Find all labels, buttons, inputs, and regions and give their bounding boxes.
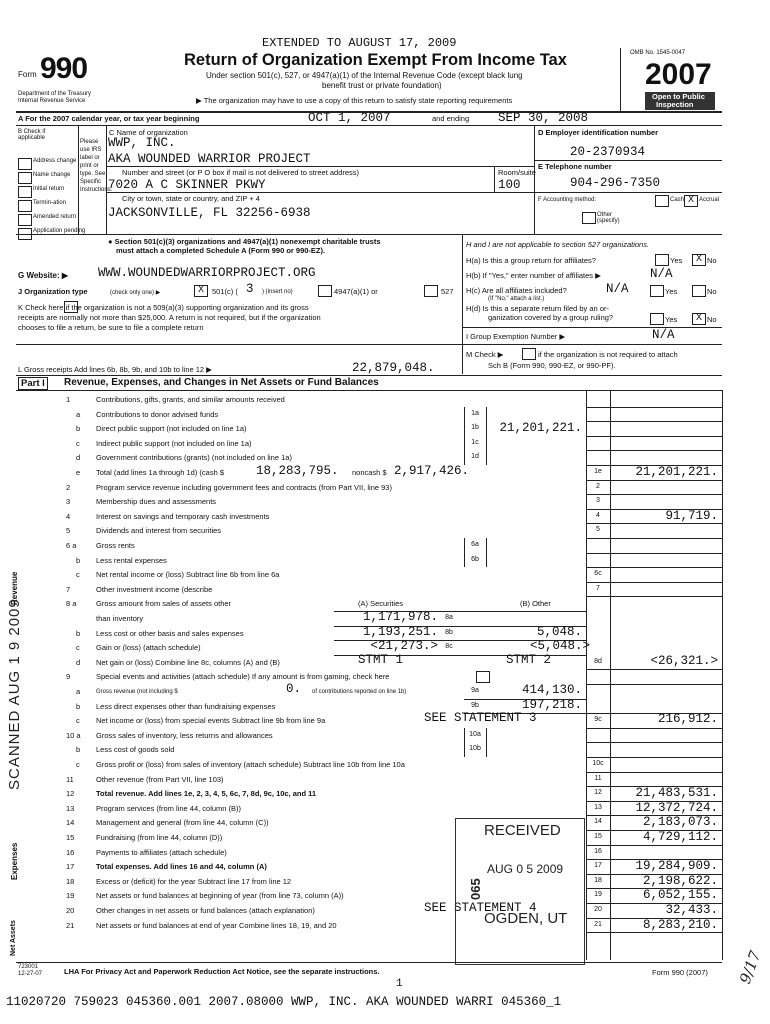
org-type-label: J Organization type bbox=[18, 287, 88, 296]
check-initial-return: Initial return bbox=[33, 186, 65, 192]
bottom-control-line: 11020720 759023 045360.001 2007.08000 WWP, INC. AKA WOUNDED WARRI 045360_1 bbox=[6, 995, 562, 1009]
line-number: 6 a bbox=[66, 541, 77, 550]
inner-line-box: 1c bbox=[471, 438, 479, 446]
inner-line-box: 8b bbox=[445, 628, 453, 636]
line-text: Interest on savings and temporary cash investments bbox=[96, 511, 270, 521]
line-number: 12 bbox=[66, 789, 75, 799]
cash-amount: 18,283,795. bbox=[256, 464, 339, 478]
line-text: Less cost of goods sold bbox=[96, 745, 175, 755]
line-k-text-3: chooses to file a return, be sure to file a complete return bbox=[18, 323, 204, 332]
ha-yes-label: Yes bbox=[670, 256, 683, 265]
stamp-code: 065 bbox=[468, 878, 483, 900]
other-method-checkbox[interactable] bbox=[582, 212, 596, 224]
website-label: G Website: ▶ bbox=[18, 271, 69, 280]
side-label-expenses: Expenses bbox=[10, 842, 19, 880]
line-number: b bbox=[76, 424, 81, 434]
h-title: H and I are not applicable to section 527 organizations. bbox=[466, 240, 650, 249]
line-text: Net assets or fund balances at end of year Combine lines 18, 19, and 20 bbox=[96, 920, 337, 930]
line-amount: 6,052,155. bbox=[642, 888, 718, 903]
line-number: e bbox=[76, 468, 81, 477]
inspection: Inspection bbox=[656, 100, 694, 109]
line-number: 18 bbox=[66, 876, 75, 886]
form-subtitle-2: benefit trust or private foundation) bbox=[322, 81, 442, 90]
statement-ref: SEE STATEMENT 3 bbox=[424, 711, 537, 726]
line-text: Gross profit or (loss) from sales of inventory (attach schedule) Subtract line 10b from line 10a bbox=[96, 760, 405, 769]
line-m-text-2: Sch B (Form 990, 990-EZ, or 990-PF). bbox=[488, 361, 616, 370]
line-number: 9 bbox=[66, 672, 71, 682]
cash-label: Cash bbox=[670, 197, 685, 203]
line-number: 2 bbox=[66, 482, 71, 492]
org-name-line1: WWP, INC. bbox=[108, 136, 176, 150]
h-c-label: H(c) Are all affiliates included? bbox=[466, 286, 567, 295]
noncash-amount: 2,917,426. bbox=[394, 464, 470, 478]
phone-value: 904-296-7350 bbox=[570, 176, 661, 190]
line-number-box: 20 bbox=[594, 906, 602, 913]
line-text: Gain or (loss) (attach schedule) bbox=[96, 643, 201, 653]
h-a-label: H(a) Is this a group return for affiliates? bbox=[466, 256, 596, 265]
page-number: 1 bbox=[396, 978, 403, 990]
line-9a-amount: 414,130. bbox=[521, 683, 582, 697]
side-label-net-assets: Net Assets bbox=[10, 920, 17, 956]
527-checkbox[interactable] bbox=[424, 285, 438, 297]
accrual-checkbox[interactable]: X bbox=[684, 195, 698, 207]
line-number-box: 18 bbox=[594, 876, 602, 884]
line-text: Total expenses. Add lines 16 and 44, column (A) bbox=[96, 862, 267, 872]
open-to-public: Open to Public bbox=[652, 92, 705, 101]
line-number-box: 16 bbox=[594, 847, 602, 855]
ogden-stamp: OGDEN, UT bbox=[484, 910, 568, 927]
amended-return-checkbox[interactable] bbox=[18, 214, 32, 226]
line-text: Other changes in net assets or fund balances (attach explanation) bbox=[96, 906, 315, 915]
inner-line-box: 6b bbox=[471, 555, 479, 563]
line-text: Net rental income or (loss) Subtract line 6b from line 6a bbox=[96, 570, 280, 580]
form-note: ▶ The organization may have to use a copy of this return to satisfy state reporting requirements bbox=[196, 96, 513, 105]
footer-code-1: 723001 bbox=[18, 964, 39, 970]
line-text: Total revenue. Add lines 1e, 2, 3, 4, 5, 6c, 7, 8d, 9c, 10c, and 11 bbox=[96, 789, 317, 799]
initial-return-checkbox[interactable] bbox=[18, 186, 32, 198]
ha-no-label: No bbox=[707, 256, 717, 265]
line-number: 21 bbox=[66, 920, 75, 930]
line-number: a bbox=[76, 687, 81, 696]
line-number-box: 17 bbox=[594, 862, 602, 870]
line-9c-amount: 216,912. bbox=[657, 712, 718, 727]
room-label: Room/suite bbox=[498, 168, 536, 177]
termination-checkbox[interactable] bbox=[18, 200, 32, 212]
check-address-change: Address change bbox=[33, 158, 77, 164]
line-k-text-1: K Check here if the organization is not a 509(a)(3) supporting organization and its gross bbox=[18, 303, 309, 312]
line-text: Other revenue (from Part VII, line 103) bbox=[96, 774, 224, 784]
line-number: c bbox=[76, 438, 80, 448]
org-name-line2: AKA WOUNDED WARRIOR PROJECT bbox=[108, 152, 311, 166]
line-number-box: 6c bbox=[594, 570, 602, 578]
line-text: Net income or (loss) from special events Subtract line 9b from line 9a bbox=[96, 716, 326, 726]
street-address: 7020 A C SKINNER PKWY bbox=[108, 178, 266, 192]
line-8c-other: <5,048.> bbox=[529, 639, 590, 654]
website-value: WWW.WOUNDEDWARRIORPROJECT.ORG bbox=[98, 266, 316, 280]
line-text: Contributions to donor advised funds bbox=[96, 409, 219, 419]
statement-ref: STMT 2 bbox=[506, 652, 552, 667]
line-text: Less rental expenses bbox=[96, 555, 167, 565]
line-number: 13 bbox=[66, 803, 75, 813]
line-amount: 8,283,210. bbox=[642, 917, 718, 932]
h-d-label-2: ganization covered by a group ruling? bbox=[488, 313, 614, 322]
group-exemption-value: N/A bbox=[652, 328, 675, 342]
tax-year-begin: OCT 1, 2007 bbox=[308, 111, 391, 125]
name-change-checkbox[interactable] bbox=[18, 172, 32, 184]
statement-ref: STMT 1 bbox=[358, 652, 404, 667]
received-stamp: RECEIVED bbox=[484, 822, 561, 839]
line-number-box: 4 bbox=[596, 511, 600, 519]
line-number: 1 bbox=[66, 395, 71, 404]
line-8a-amount: 1,171,978. bbox=[362, 610, 438, 624]
received-date: AUG 0 5 2009 bbox=[487, 862, 564, 876]
line-8b-other: 5,048. bbox=[536, 624, 582, 639]
line-number-box: 15 bbox=[594, 833, 602, 840]
accounting-method-label: F Accounting method: bbox=[538, 197, 597, 203]
city-state-zip: JACKSONVILLE, FL 32256-6938 bbox=[108, 206, 311, 220]
line-9a-included: 0. bbox=[286, 682, 302, 696]
inner-line-box: 10b bbox=[469, 745, 481, 753]
line-text: Government contributions (grants) (not included on line 1a) bbox=[96, 453, 292, 463]
line-text: Direct public support (not included on line 1a) bbox=[96, 424, 247, 434]
insert-no: ) (insert no) bbox=[262, 289, 293, 295]
ha-no-checkbox[interactable]: X bbox=[692, 254, 706, 266]
line-text: Less cost or other basis and sales expenses bbox=[96, 628, 244, 638]
please-use-irs-label: Please use IRS label or print or type. See Specific Instructions. bbox=[80, 139, 113, 193]
line-m-checkbox[interactable] bbox=[522, 348, 536, 360]
form-number: 990 bbox=[40, 52, 88, 85]
line-amount: 19,284,909. bbox=[635, 859, 718, 874]
line-number: 17 bbox=[66, 862, 75, 872]
line-number-box: 5 bbox=[596, 526, 600, 534]
line-number: 19 bbox=[66, 891, 75, 901]
4947-label: 4947(a)(1) or bbox=[334, 287, 378, 296]
inner-line-box: 8c bbox=[445, 643, 453, 651]
line-number: 4 bbox=[66, 511, 71, 521]
check-application-pending: Application pending bbox=[33, 228, 86, 234]
other-method-label: Other (specify) bbox=[597, 212, 620, 224]
line-amount: 21,483,531. bbox=[635, 786, 718, 801]
inner-line-box: 1d bbox=[471, 453, 479, 461]
inner-amount: 21,201,221. bbox=[499, 421, 582, 436]
part-i-label: Part I bbox=[18, 377, 48, 390]
line-text: Gross amount from sales of assets other bbox=[96, 599, 232, 609]
line-text: Special events and activities (attach schedule) If any amount is from gaming, check here bbox=[96, 672, 390, 682]
group-exemption-label: I Group Exemption Number ▶ bbox=[466, 332, 566, 341]
line-number-box: 8d bbox=[594, 657, 602, 665]
noncash-label: noncash $ bbox=[352, 468, 387, 477]
gross-receipts-label: L Gross receipts Add lines 6b, 8b, 9b, and 10b to line 12 ▶ bbox=[18, 365, 212, 374]
line-text: Program services (from line 44, column (B)) bbox=[96, 803, 242, 813]
line-number: c bbox=[76, 716, 80, 726]
line-number: a bbox=[76, 409, 81, 419]
line-8b-amount: 1,193,251. bbox=[362, 624, 438, 639]
room-number: 100 bbox=[498, 178, 521, 192]
handwritten-note: 9/17 bbox=[736, 948, 765, 987]
line-number: d bbox=[76, 453, 81, 463]
line-number-box: 11 bbox=[594, 774, 602, 782]
line-text: Less direct expenses other than fundraising expenses bbox=[96, 701, 276, 711]
line-text: Contributions, gifts, grants, and similar amounts received bbox=[96, 395, 285, 404]
line-amount: 12,372,724. bbox=[635, 800, 718, 815]
tax-year: 2007 bbox=[645, 58, 712, 91]
line-text: Gross rents bbox=[96, 541, 135, 550]
line-m-label: M Check ▶ bbox=[466, 350, 504, 359]
inner-line-box: 6a bbox=[471, 541, 479, 548]
line-text: of contributions reported on line 1b) bbox=[312, 689, 407, 695]
line-number-box: 13 bbox=[594, 803, 602, 811]
check-termination: Termin-ation bbox=[33, 200, 67, 206]
line-number-box: 10c bbox=[592, 760, 604, 767]
form-subtitle-1: Under section 501(c), 527, or 4947(a)(1) of the Internal Revenue Code (except black lung bbox=[206, 71, 523, 80]
h-c-value: N/A bbox=[606, 282, 629, 296]
line-k-text-2: receipts are normally not more than $25,000. A return is not required, but if the organization bbox=[18, 313, 321, 322]
line-number: b bbox=[76, 555, 81, 565]
h-c-note: (If "No," attach a list.) bbox=[488, 296, 545, 302]
inner-line-box: 9a bbox=[471, 687, 479, 694]
dept-treasury: Department of the Treasury bbox=[18, 91, 92, 97]
hd-no-label: No bbox=[707, 315, 717, 324]
line-8d-amount: <26,321.> bbox=[650, 653, 718, 668]
form-title: Return of Organization Exempt From Income Tax bbox=[184, 51, 567, 69]
line-number-box: 21 bbox=[594, 920, 602, 928]
and-ending: and ending bbox=[432, 114, 470, 123]
phone-label: E Telephone number bbox=[538, 162, 612, 171]
527-label: 527 bbox=[441, 287, 454, 296]
line-number: 8 a bbox=[66, 599, 77, 609]
line-text: Dividends and interest from securities bbox=[96, 526, 222, 536]
line-number: c bbox=[76, 643, 80, 653]
hc-no-checkbox[interactable] bbox=[692, 285, 706, 297]
line-number: d bbox=[76, 657, 81, 667]
sec501-note-2: must attach a completed Schedule A (Form 990 or 990-EZ). bbox=[116, 246, 326, 255]
scanned-stamp: SCANNED AUG 1 9 2009 bbox=[6, 598, 23, 790]
line-number-box: 1e bbox=[594, 468, 602, 475]
501c-number: 3 bbox=[246, 282, 254, 296]
line-text: Gross revenue (not including $ bbox=[96, 689, 178, 695]
hd-no-checkbox[interactable]: X bbox=[692, 313, 706, 325]
501c-label: 501(c) ( bbox=[212, 287, 238, 296]
inner-line-box: 10a bbox=[469, 730, 481, 738]
lha-notice: LHA For Privacy Act and Paperwork Reduction Act Notice, see the separate instructions. bbox=[64, 967, 380, 976]
line-number: 3 bbox=[66, 497, 71, 507]
line-text: Program service revenue including government fees and contracts (from Part VII, line 93) bbox=[96, 482, 392, 492]
line-number-box: 3 bbox=[596, 497, 600, 505]
line-number-box: 12 bbox=[594, 789, 602, 797]
ein-label: D Employer identification number bbox=[538, 128, 659, 137]
dept-irs: Internal Revenue Service bbox=[18, 98, 86, 104]
line-text: Membership dues and assessments bbox=[96, 497, 217, 507]
form-label: Form bbox=[18, 70, 37, 79]
4947-checkbox[interactable] bbox=[318, 285, 332, 297]
line-number: 11 bbox=[66, 774, 74, 784]
side-label-revenue: Revenue bbox=[10, 571, 19, 605]
column-a-header: (A) Securities bbox=[358, 599, 404, 609]
line-m-text: if the organization is not required to attach bbox=[538, 350, 678, 359]
line-number: 7 bbox=[66, 584, 71, 594]
line-number-box: 7 bbox=[596, 584, 600, 592]
line-number-box: 9c bbox=[594, 716, 602, 724]
city-label: City or town, state or country, and ZIP + 4 bbox=[122, 194, 260, 203]
column-b-header: (B) Other bbox=[520, 599, 551, 609]
ha-yes-checkbox[interactable] bbox=[655, 254, 669, 266]
hc-yes-checkbox[interactable] bbox=[650, 285, 664, 297]
line-number: b bbox=[76, 701, 81, 711]
line-amount: 2,198,622. bbox=[642, 873, 718, 888]
line-8c-amount: <21,273.> bbox=[370, 639, 438, 654]
check-if-applicable: B Check if applicable bbox=[18, 129, 46, 141]
line-number: c bbox=[76, 570, 80, 580]
hd-yes-checkbox[interactable] bbox=[650, 313, 664, 325]
hd-yes-label: Yes bbox=[665, 315, 678, 324]
sec501-note: ● Section 501(c)(3) organizations and 4947(a)(1) nonexempt charitable trusts bbox=[108, 237, 381, 246]
statement-ref: SEE STATEMENT 4 bbox=[424, 901, 537, 915]
line-a-label: A For the 2007 calendar year, or tax year beginning bbox=[18, 114, 200, 123]
street-label: Number and street (or P O box if mail is not delivered to street address) bbox=[122, 168, 360, 177]
h-b-value: N/A bbox=[650, 267, 673, 281]
line-text: Fundraising (from line 44, column (D)) bbox=[96, 833, 223, 842]
omb-number: OMB No. 1545-0047 bbox=[630, 50, 686, 56]
footer-code-2: 12-27-07 bbox=[18, 971, 43, 977]
line-text: Gross sales of inventory, less returns and allowances bbox=[96, 730, 273, 740]
check-name-change: Name change bbox=[33, 172, 71, 178]
line-amount: 91,719. bbox=[665, 508, 718, 523]
h-b-label: H(b) If "Yes," enter number of affiliates ▶ bbox=[466, 271, 601, 280]
cash-checkbox[interactable] bbox=[655, 195, 669, 207]
line-text: Excess or (deficit) for the year Subtract line 17 from line 12 bbox=[96, 876, 292, 886]
line-amount: 4,729,112. bbox=[642, 830, 718, 844]
line-number: 14 bbox=[66, 818, 75, 828]
line-text: Total (add lines 1a through 1d) (cash $ bbox=[96, 468, 224, 477]
line-number: b bbox=[76, 745, 81, 755]
hc-no-label: No bbox=[707, 287, 717, 296]
line-text: Management and general (from line 44, column (C)) bbox=[96, 818, 269, 828]
line-amount: 21,201,221. bbox=[635, 465, 718, 479]
line-text: Net assets or fund balances at beginning of year (from line 73, column (A)) bbox=[96, 891, 344, 901]
line-number-box: 2 bbox=[596, 482, 600, 490]
line-amount: 2,183,073. bbox=[642, 815, 718, 830]
line-number-box: 14 bbox=[594, 818, 602, 826]
inner-line-box: 8a bbox=[445, 614, 453, 621]
line-text: Net gain or (loss) Combine line 8c, columns (A) and (B) bbox=[96, 657, 280, 667]
org-name-label: C Name of organization bbox=[109, 128, 188, 137]
line-number: 5 bbox=[66, 526, 71, 536]
line-text: Indirect public support (not included on line 1a) bbox=[96, 438, 252, 448]
inner-line-box: 1a bbox=[471, 409, 479, 417]
line-number-box: 19 bbox=[594, 891, 602, 899]
line-number: 16 bbox=[66, 847, 75, 857]
check-amended: Amended return bbox=[33, 214, 77, 220]
tax-year-end: SEP 30, 2008 bbox=[498, 111, 589, 125]
line-number: 20 bbox=[66, 906, 75, 915]
line-number: 15 bbox=[66, 833, 75, 842]
h-d-label: H(d) Is this a separate return filed by an or- bbox=[466, 304, 609, 313]
inner-line-box: 9b bbox=[471, 701, 479, 709]
extended-notice: EXTENDED TO AUGUST 17, 2009 bbox=[262, 36, 457, 50]
ein-value: 20-2370934 bbox=[570, 145, 646, 159]
hc-yes-label: Yes bbox=[665, 287, 678, 296]
address-change-checkbox[interactable] bbox=[18, 158, 32, 170]
check-one: (check only one) ▶ bbox=[110, 290, 161, 296]
line-9b-amount: 197,218. bbox=[521, 697, 582, 712]
gross-receipts-value: 22,879,048. bbox=[352, 361, 435, 375]
line-text: than inventory bbox=[96, 614, 144, 623]
line-text: Payments to affiliates (attach schedule) bbox=[96, 847, 227, 857]
line-number: 10 a bbox=[66, 730, 81, 740]
accrual-label: Accrual bbox=[699, 197, 720, 203]
line-number: b bbox=[76, 628, 81, 638]
line-text: Other investment income (describe bbox=[96, 584, 213, 594]
form-footer: Form 990 (2007) bbox=[652, 968, 708, 977]
501c-checkbox[interactable]: X bbox=[194, 285, 208, 297]
line-amount: 32,433. bbox=[665, 903, 718, 917]
inner-line-box: 1b bbox=[471, 424, 479, 432]
gaming-checkbox[interactable] bbox=[476, 671, 490, 683]
line-number: c bbox=[76, 760, 80, 769]
part-i-title: Revenue, Expenses, and Changes in Net Assets or Fund Balances bbox=[64, 377, 379, 388]
